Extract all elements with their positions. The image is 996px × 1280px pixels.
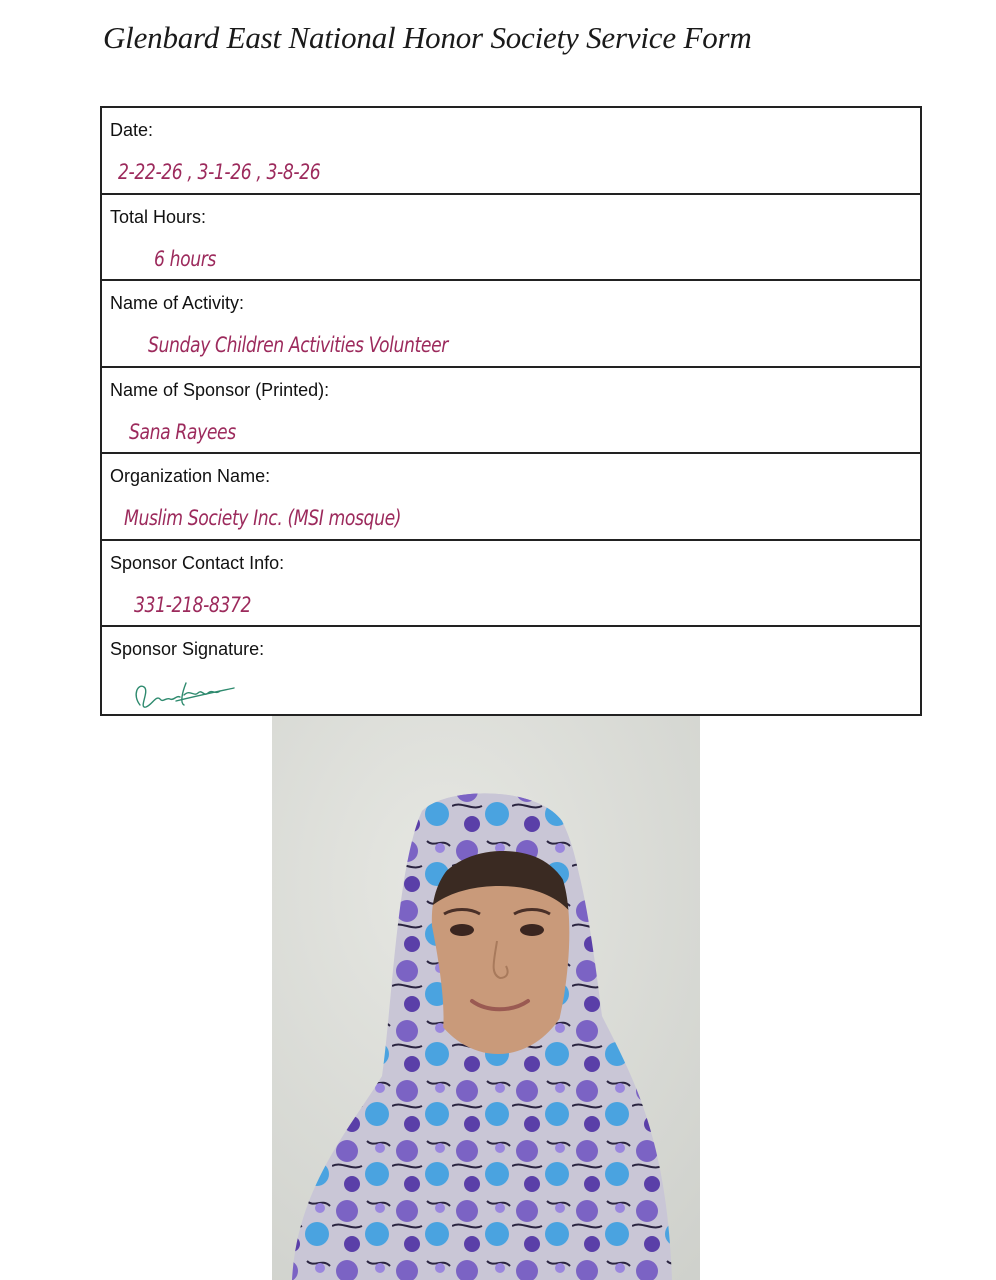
portrait-image — [272, 716, 700, 1280]
date-row — [102, 108, 920, 195]
contact-label: Sponsor Contact Info: — [110, 552, 285, 573]
total-hours-value: 6 hours — [154, 246, 216, 271]
sponsor-name-value: Sana Rayees — [129, 419, 236, 444]
sponsor-name-row — [102, 368, 920, 455]
organization-label: Organization Name: — [110, 466, 271, 486]
activity-label: Name of Activity: — [110, 293, 245, 313]
service-form-table — [100, 106, 922, 716]
sponsor-signature — [130, 675, 240, 713]
date-label: Date: — [110, 120, 154, 140]
signature-row — [102, 627, 920, 714]
activity-value: Sunday Children Activities Volunteer — [148, 333, 448, 357]
form-title: Glenbard East National Honor Society Service Form — [103, 20, 752, 55]
contact-row — [102, 541, 920, 628]
activity-row — [102, 281, 920, 368]
organization-value: Muslim Society Inc. (MSI mosque) — [124, 506, 402, 530]
contact-value: 331-218-8372 — [134, 592, 252, 617]
sponsor-name-label: Name of Sponsor (Printed): — [110, 379, 330, 400]
portrait-photo — [272, 716, 700, 1280]
total-hours-row — [102, 195, 920, 282]
total-hours-label: Total Hours: — [110, 206, 207, 227]
signature-label: Sponsor Signature: — [110, 639, 265, 659]
organization-row — [102, 454, 920, 541]
date-value: 2-22-26 , 3-1-26 , 3-8-26 — [118, 160, 321, 184]
